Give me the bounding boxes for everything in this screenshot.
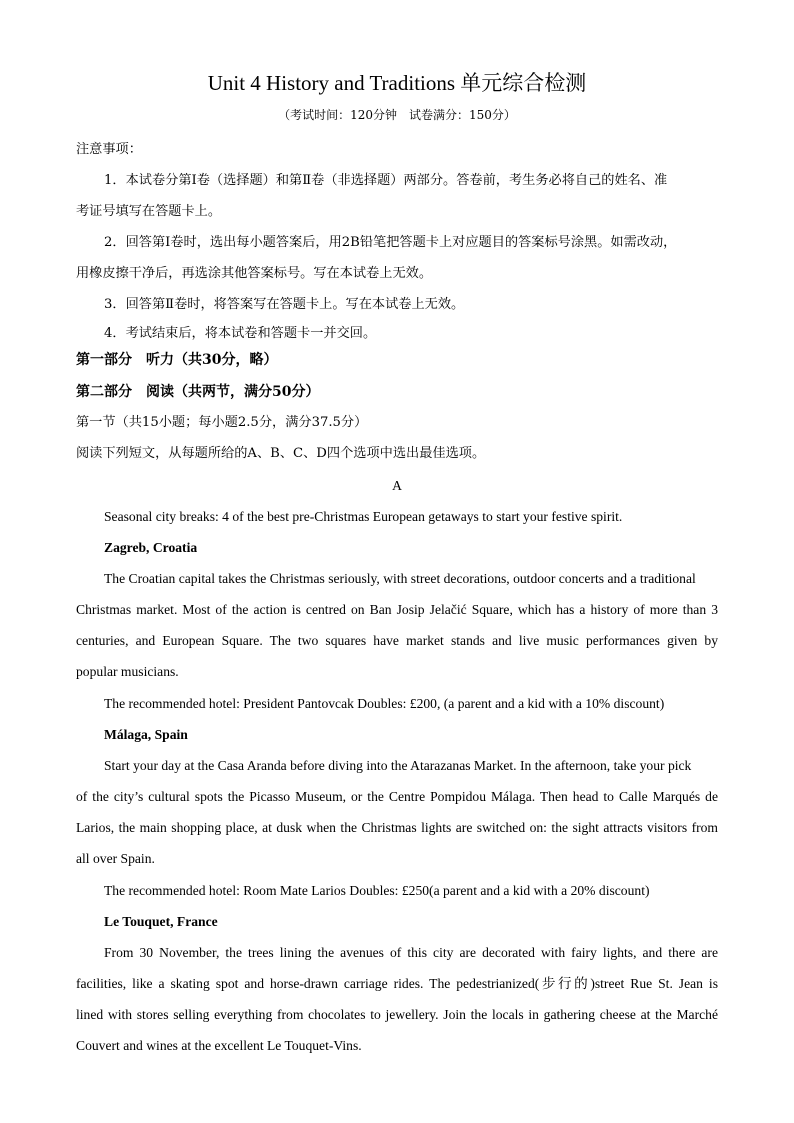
- exam-time-info: （考试时间：120分钟 试卷满分：150分）: [278, 108, 516, 122]
- zagreb-hotel: The recommended hotel: President Pantovcak Doubles: £200, (a parent and a kid with a 10% discount): [104, 696, 665, 711]
- note-item-1-line-2: 考证号填写在答题卡上。: [76, 204, 222, 219]
- note-item-3: 3．回答第Ⅱ卷时，将答案写在答题卡上。写在本试卷上无效。: [104, 297, 465, 312]
- page-title: Unit 4 History and Traditions 单元综合检测: [207, 71, 587, 95]
- malaga-text-line-4: all over Spain.: [76, 851, 155, 866]
- le-touquet-text-line-4: Couvert and wines at the excellent Le Touquet-Vins.: [76, 1038, 362, 1053]
- note-item-2-line-2: 用橡皮擦干净后，再选涂其他答案标号。写在本试卷上无效。: [76, 266, 433, 281]
- note-item-4: 4．考试结束后，将本试卷和答题卡一并交回。: [104, 326, 377, 341]
- malaga-hotel: The recommended hotel: Room Mate Larios Doubles: £250(a parent and a kid with a 20% discount): [104, 883, 650, 898]
- passage-intro: Seasonal city breaks: 4 of the best pre-Christmas European getaways to start your festive spirit.: [104, 509, 623, 524]
- malaga-text-line-3: Larios, the main shopping place, at dusk when the Christmas lights are switched on: the sight attracts visitors from: [76, 820, 718, 835]
- part-2-heading: 第二部分 阅读（共两节，满分50分）: [76, 384, 320, 400]
- le-touquet-heading: Le Touquet, France: [104, 914, 218, 929]
- zagreb-text-line-1: The Croatian capital takes the Christmas seriously, with street decorations, outdoor concerts and a traditional: [104, 571, 696, 586]
- passage-label: A: [392, 478, 402, 493]
- malaga-text-line-1: Start your day at the Casa Aranda before diving into the Atarazanas Market. In the afternoon, take your pick: [104, 758, 692, 773]
- note-item-1-line-1: 1．本试卷分第Ⅰ卷（选择题）和第Ⅱ卷（非选择题）两部分。答卷前，考生务必将自己的姓名、准: [104, 173, 668, 188]
- zagreb-text-line-4: popular musicians.: [76, 664, 179, 679]
- le-touquet-text-line-3: lined with stores selling everything from chocolates to jewellery. Join the locals in gathering cheese at the Marché: [76, 1007, 718, 1022]
- zagreb-text-line-3: centuries, and European Square. The two squares have market stands and live music performances given by: [76, 633, 718, 648]
- malaga-text-line-2: of the city’s cultural spots the Picasso Museum, or the Centre Pompidou Málaga. Then head to Calle Marqués de: [76, 789, 718, 804]
- zagreb-heading: Zagreb, Croatia: [104, 540, 198, 555]
- malaga-heading: Málaga, Spain: [104, 727, 188, 742]
- reading-instruction: 阅读下列短文，从每题所给的A、B、C、D四个选项中选出最佳选项。: [76, 446, 486, 461]
- le-touquet-text-line-2: facilities, like a skating spot and horse-drawn carriage rides. The pedestrianized(步行的)street Rue St. Jean is: [76, 976, 718, 991]
- le-touquet-text-line-1: From 30 November, the trees lining the avenues of this city are decorated with fairy lights, and there are: [104, 945, 718, 960]
- part-1-heading: 第一部分 听力（共30分，略）: [76, 352, 278, 368]
- notes-heading: 注意事项：: [76, 142, 142, 157]
- note-item-2-line-1: 2．回答第Ⅰ卷时，选出每小题答案后，用2B铅笔把答题卡上对应题目的答案标号涂黑。如需改动，: [104, 235, 677, 250]
- zagreb-text-line-2: Christmas market. Most of the action is centred on Ban Josip Jelačić Square, which has a history of more than 3: [76, 602, 718, 617]
- section-1-heading: 第一节（共15小题；每小题2.5分，满分37.5分）: [76, 415, 368, 430]
